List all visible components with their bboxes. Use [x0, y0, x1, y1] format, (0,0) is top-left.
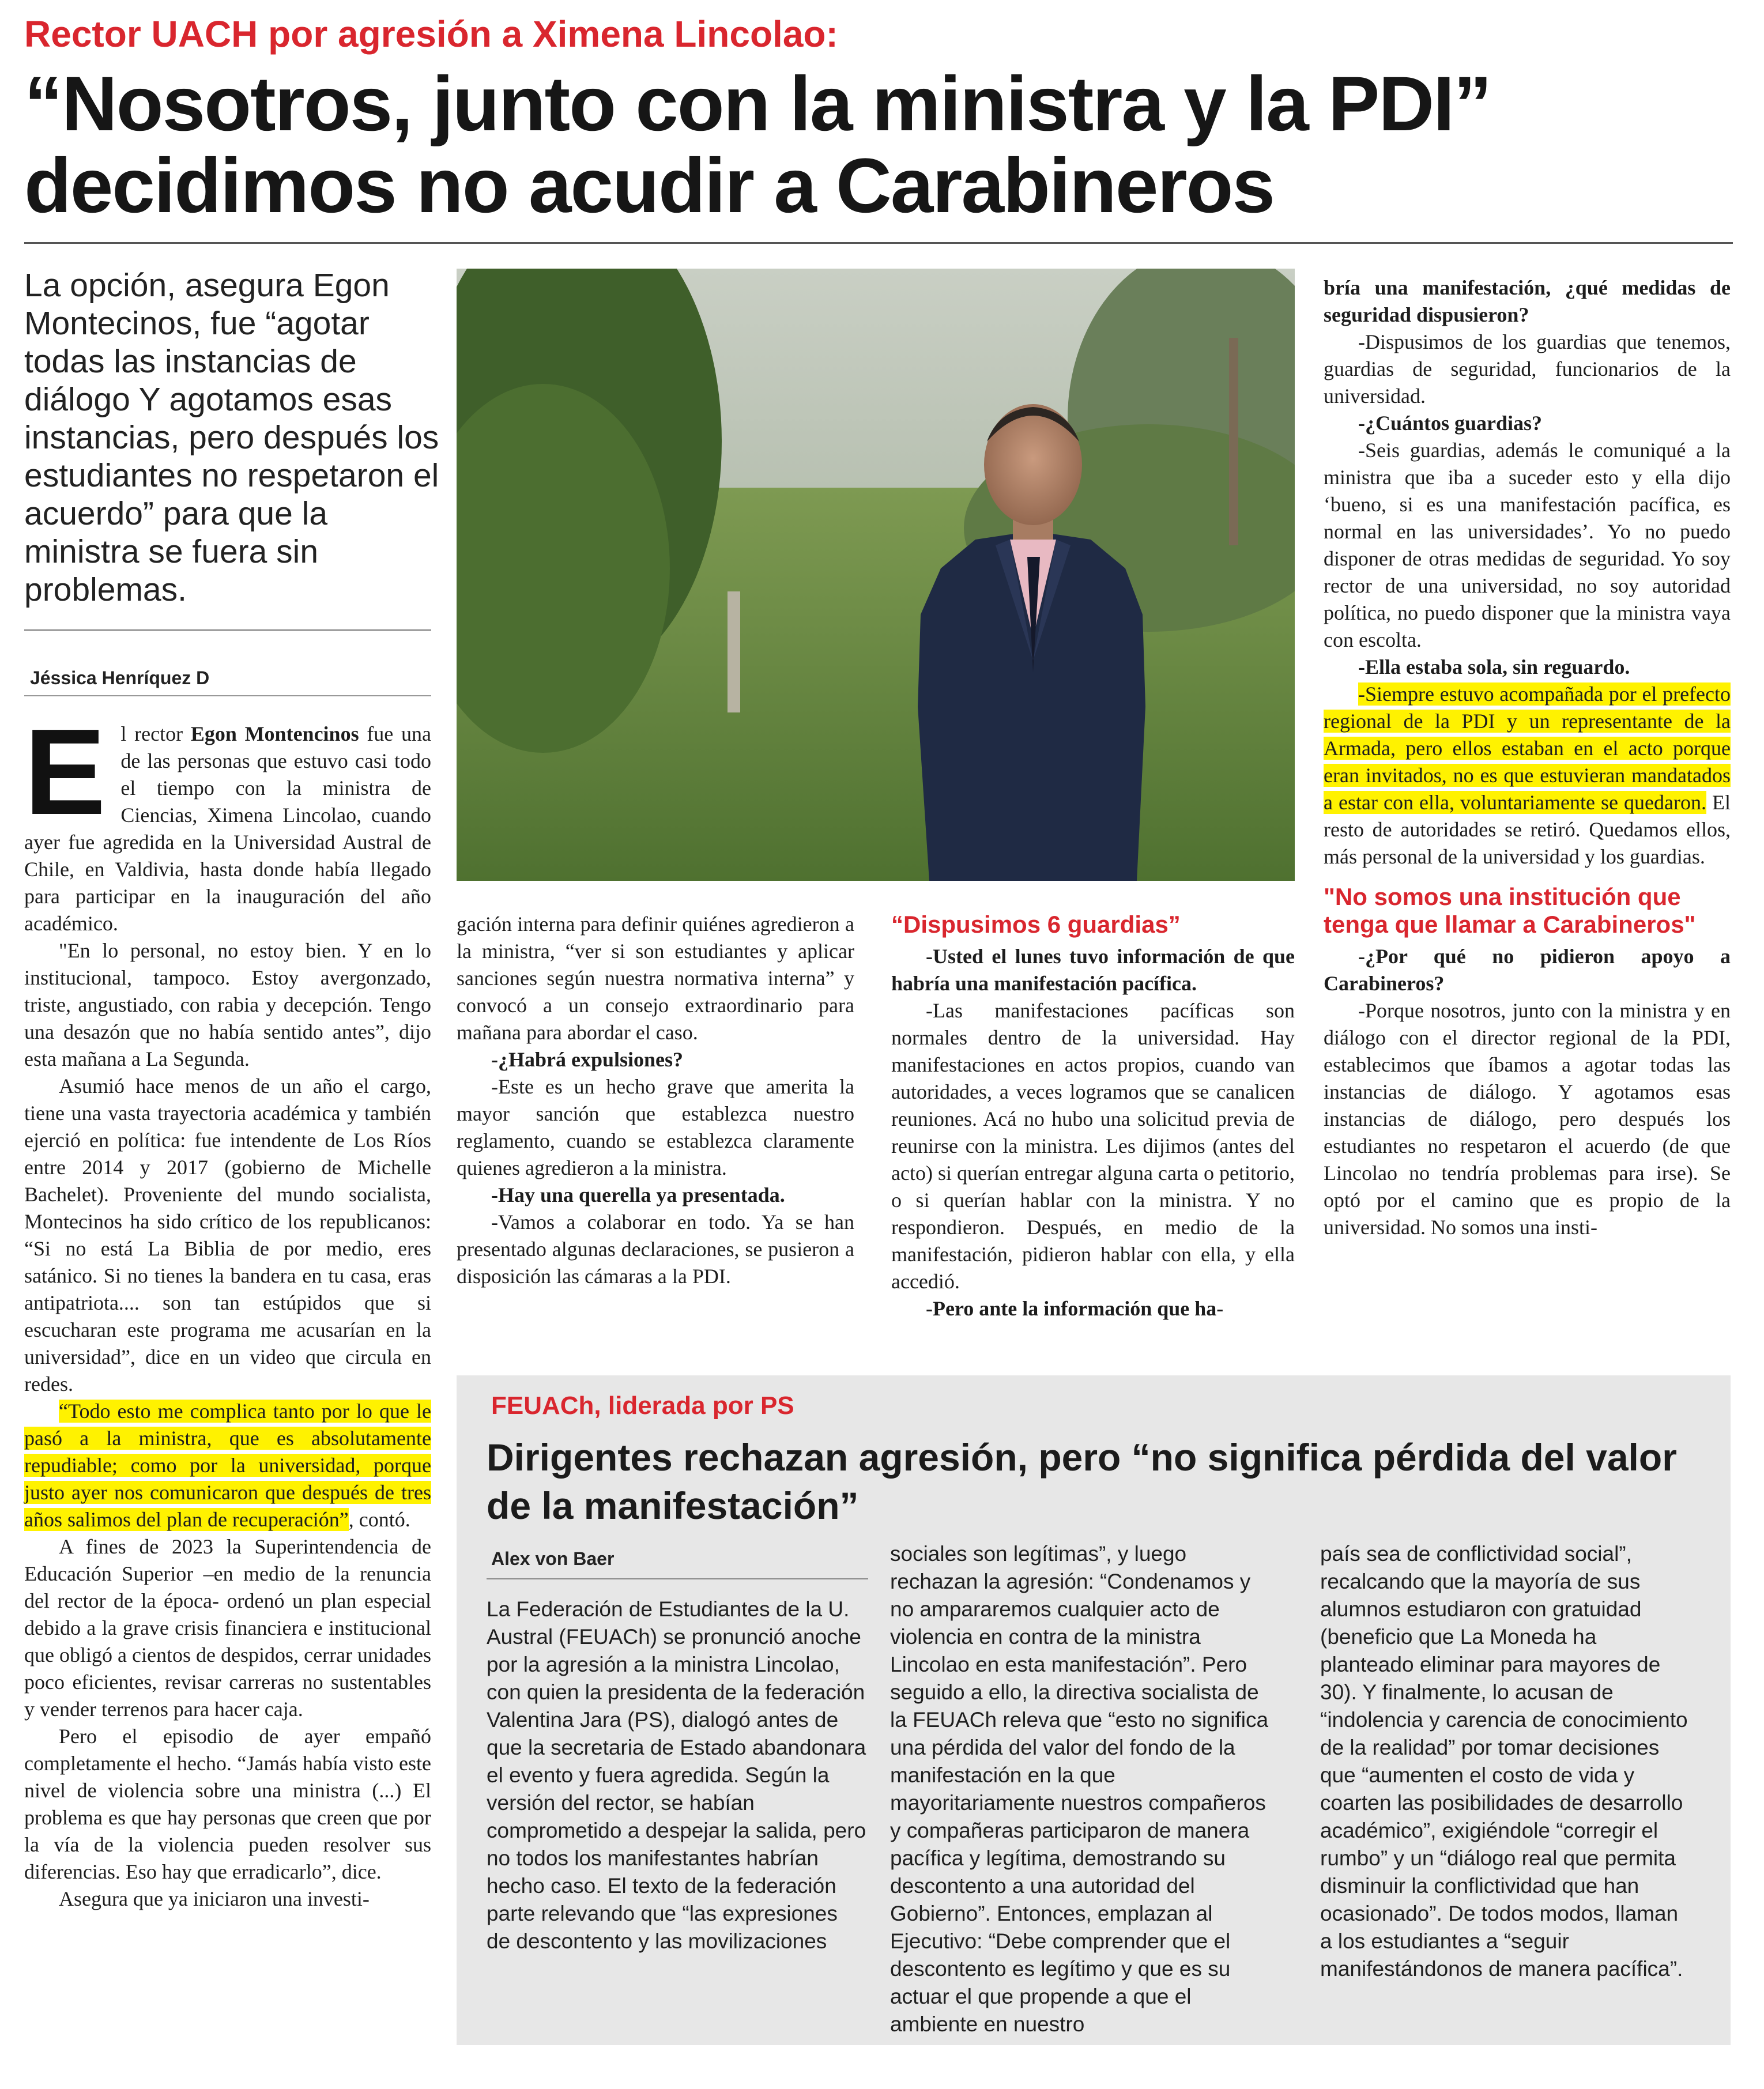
sidebar-column-2: sociales son legítimas”, y luego rechazan la agresión: “Condenamos y no ampararemos cualquier acto de violencia en contra de la ministra Lincolao en esta manifestación”. Pero seguido a ello, la directiva socialista de la FEUACh releva que “esto no significa una pérdida del valor del fondo de la manifestación en la que mayoritariamente nuestros compañeros y compañeras participaron de manera pacífica y legítima, demostrando su descontento a una autoridad del Gobierno”. Entonces, emplazan al Ejecutivo: “Debe comprender que el descontento es legítimo y que es su actuar el que propende a que el ambiente en nuestro: [890, 1542, 1269, 2036]
sidebar-byline-divider: [487, 1578, 868, 1579]
highlighted-answer: -Siempre estuvo acompañada por el prefecto regional de la PDI y un representante de la Armada, pero ellos estaban en el acto porque eran invitados, no es que estuvieran mandatados a estar con ella, voluntariamente se quedaron.: [1324, 682, 1731, 814]
paragraph: "En lo personal, no estoy bien. Y en lo institucional, tampoco. Estoy avergonzado, triste, angustiado, con rabia y decepción. Tengo una desazón que no había sentido antes”, dijo esta mañana a La Segunda.: [24, 939, 431, 1070]
paragraph-lead: El rector Egon Montencinos fue una de las personas que estuvo casi todo el tiempo con la ministra de Ciencias, Ximena Lincolao, cuando ayer fue agredida en la Universidad Austral de Chile, en Valdivia, hasta donde había llegado para participar en la inauguración del año académico.: [24, 703, 431, 935]
interview-question: -Pero ante la información que ha-: [926, 1297, 1224, 1320]
paragraph: Asegura que ya iniciaron una investi-: [59, 1887, 370, 1910]
interview-question: -Hay una querella ya presentada.: [491, 1183, 785, 1206]
paragraph-highlighted: “Todo esto me complica tanto por lo que le pasó a la ministra, que es absolutamente repudiable; como por la universidad, porque justo ayer nos comunicaron que después de tres años salimos del plan de recuperación”, contó.: [24, 1400, 431, 1531]
sidebar-kicker: FEUACh, liderada por PS: [491, 1392, 794, 1420]
interview-answer: -Dispusimos de los guardias que tenemos, guardias de seguridad, funcionarios de la universidad.: [1324, 330, 1731, 408]
deck-divider: [24, 629, 431, 631]
body-column-2: [457, 911, 854, 1290]
article-headline: [24, 63, 1731, 227]
interview-answer: -Las manifestaciones pacíficas son normales dentro de la universidad. Hay manifestaciones en actos propios, cuando van autoridades, a veces logramos que se canalicen reuniones. Acá no hubo una solicitud previa de reunirse con la ministra. Les dijimos (antes del acto) si querían entregar alguna carta o petitorio, o si querían hablar con la ministra. Y no respondieron. Después, en medio de la manifestación, pidieron hablar con ella, y ella accedió.: [891, 999, 1295, 1293]
section-subhead: “Dispusimos 6 guardias”: [891, 911, 1181, 938]
interview-answer: -Porque nosotros, junto con la ministra y en diálogo con el director regional de la PDI, establecimos que íbamos a agotar todas las instancias de diálogo. Y agotamos esas instancias de diálogo, pero después los estudiantes no respetaron el acuerdo (de que Lincolao no tendría problemas para irse). Se optó por el camino que es propio de la universidad. No somos una insti-: [1324, 999, 1731, 1239]
interview-question: -¿Por qué no pidieron apoyo a Carabineros?: [1324, 945, 1731, 995]
interview-question: -¿Cuántos guardias?: [1358, 412, 1543, 435]
sidebar-box: [457, 1375, 1731, 2045]
paragraph: A fines de 2023 la Superintendencia de Educación Superior –en medio de la renuncia del rector de la época- ordenó un plan especial debido a la grave crisis financiera e institucional que obligó a cientos de despidos, cerrar unidades poco eficientes, revisar carreras no sustentables y vender terrenos para hacer caja.: [24, 1535, 431, 1721]
top-divider: [24, 242, 1733, 244]
interview-question: -Ella estaba sola, sin reguardo.: [1358, 655, 1630, 678]
body-column-3: [891, 911, 1295, 1322]
paragraph: Asumió hace menos de un año el cargo, tiene una vasta trayectoria académica y también ejerció en política: fue intendente de Los Ríos entre 2014 y 2017 (gobierno de Michelle Bachelet). Proveniente del mundo socialista, Montecinos ha sido crítico de los republicanos: “Si no está La Biblia de por medio, eres satánico. Si no tienes la bandera en tu casa, eras antipatriota.... son tan estúpidos que si escucharan este programa me acusarían en la universidad”, dice en un video que circula en redes.: [24, 1074, 431, 1396]
paragraph: gación interna para definir quiénes agredieron a la ministra, “ver si son estudiantes y aplicar sanciones según nuestra normativa interna” y convocó a un consejo extraordinario para mañana para abordar el caso.: [457, 912, 854, 1044]
rector-photo: [457, 269, 1295, 881]
headline-line-1: “Nosotros, junto con la ministra y la PDI”: [24, 61, 1491, 147]
interview-answer: -Seis guardias, además le comuniqué a la ministra que iba a suceder esto y ella dijo ‘bueno, si es una manifestación pacífica, es normal en las universidades’. Yo no puedo disponer de otras medidas de seguridad. Yo soy rector de una universidad, no soy autoridad política, no puedo disponer que la ministra vaya con escolta.: [1324, 439, 1731, 651]
sidebar-title: Dirigentes rechazan agresión, pero “no significa pérdida del valor de la manifestación”: [487, 1436, 1677, 1527]
section-subhead: "No somos una institución que tenga que llamar a Carabineros": [1324, 883, 1696, 938]
interview-question: -Usted el lunes tuvo información de que habría una manifestación pacífica.: [891, 945, 1295, 995]
body-column-1: [24, 703, 431, 1913]
article-byline: Jéssica Henríquez D: [30, 668, 210, 688]
highlighted-quote: “Todo esto me complica tanto por lo que le pasó a la ministra, que es absolutamente repudiable; como por la universidad, porque justo ayer nos comunicaron que después de tres años salimos del plan de recuperación”: [24, 1400, 431, 1531]
body-column-4: [1324, 274, 1731, 1241]
byline-divider: [24, 695, 431, 696]
sidebar-byline: Alex von Baer: [491, 1548, 615, 1569]
interview-answer: -Este es un hecho grave que amerita la mayor sanción que establezca nuestro reglamento, cuando se establezca claramente quienes agredieron a la ministra.: [457, 1075, 854, 1179]
sidebar-column-3: país sea de conflictividad social”, recalcando que la mayoría de sus alumnos estudiaron con gratuidad (beneficio que La Moneda ha planteado eliminar para mayores de 30). Y finalmente, lo acusan de “indolencia y carencia de conocimiento de la realidad” por tomar decisiones que “aumenten el costo de vida y coarten las posibilidades de desarrollo académico”, exigiéndole “corregir el rumbo” y un “diálogo real que permita disminuir la conflictividad que han ocasionado”. De todos modos, llaman a los estudiantes a “seguir manifestándonos de manera pacífica”.: [1320, 1542, 1688, 1981]
article-kicker: Rector UACH por agresión a Ximena Lincolao:: [24, 13, 838, 55]
interview-question: bría una manifestación, ¿qué medidas de seguridad dispusieron?: [1324, 276, 1731, 326]
interview-question: -¿Habrá expulsiones?: [491, 1048, 684, 1071]
drop-cap: E: [24, 703, 106, 840]
sidebar-column-1: La Federación de Estudiantes de la U. Austral (FEUACh) se pronunció anoche por la agresión a la ministra Lincolao, con quien la presidenta de la federación Valentina Jara (PS), dialogó antes de que la secretaria de Estado abandonara el evento y fuera agredida. Según la versión del rector, se habían comprometido a despejar la salida, pero no todos los manifestantes habrían hecho caso. El texto de la federación parte relevando que “las expresiones de descontento y las movilizaciones: [487, 1597, 866, 1953]
article-deck: La opción, asegura Egon Montecinos, fue “agotar todas las instancias de diálogo Y agotamos esas instancias, pero después los estudiantes no respetaron el acuerdo” para que la ministra se fuera sin problemas.: [24, 267, 439, 608]
interview-answer: -Vamos a colaborar en todo. Ya se han presentado algunas declaraciones, se pusieron a disposición las cámaras a la PDI.: [457, 1211, 854, 1288]
interview-answer-highlighted: -Siempre estuvo acompañada por el prefecto regional de la PDI y un representante de la Armada, pero ellos estaban en el acto porque eran invitados, no es que estuvieran mandatados a estar con ella, voluntariamente se quedaron. El resto de autoridades se retiró. Quedamos ellos, más personal de la universidad y los guardias.: [1324, 682, 1731, 868]
rector-name: Egon Montencinos: [190, 722, 359, 745]
paragraph: Pero el episodio de ayer empañó completamente el hecho. “Jamás había visto este nivel de violencia sobre una ministra (...) El problema es que hay personas que creen que por la vía de la violencia pueden resolver sus diferencias. Eso hay que erradicarlo”, dice.: [24, 1725, 431, 1883]
headline-line-2: decidimos no acudir a Carabineros: [24, 143, 1274, 229]
